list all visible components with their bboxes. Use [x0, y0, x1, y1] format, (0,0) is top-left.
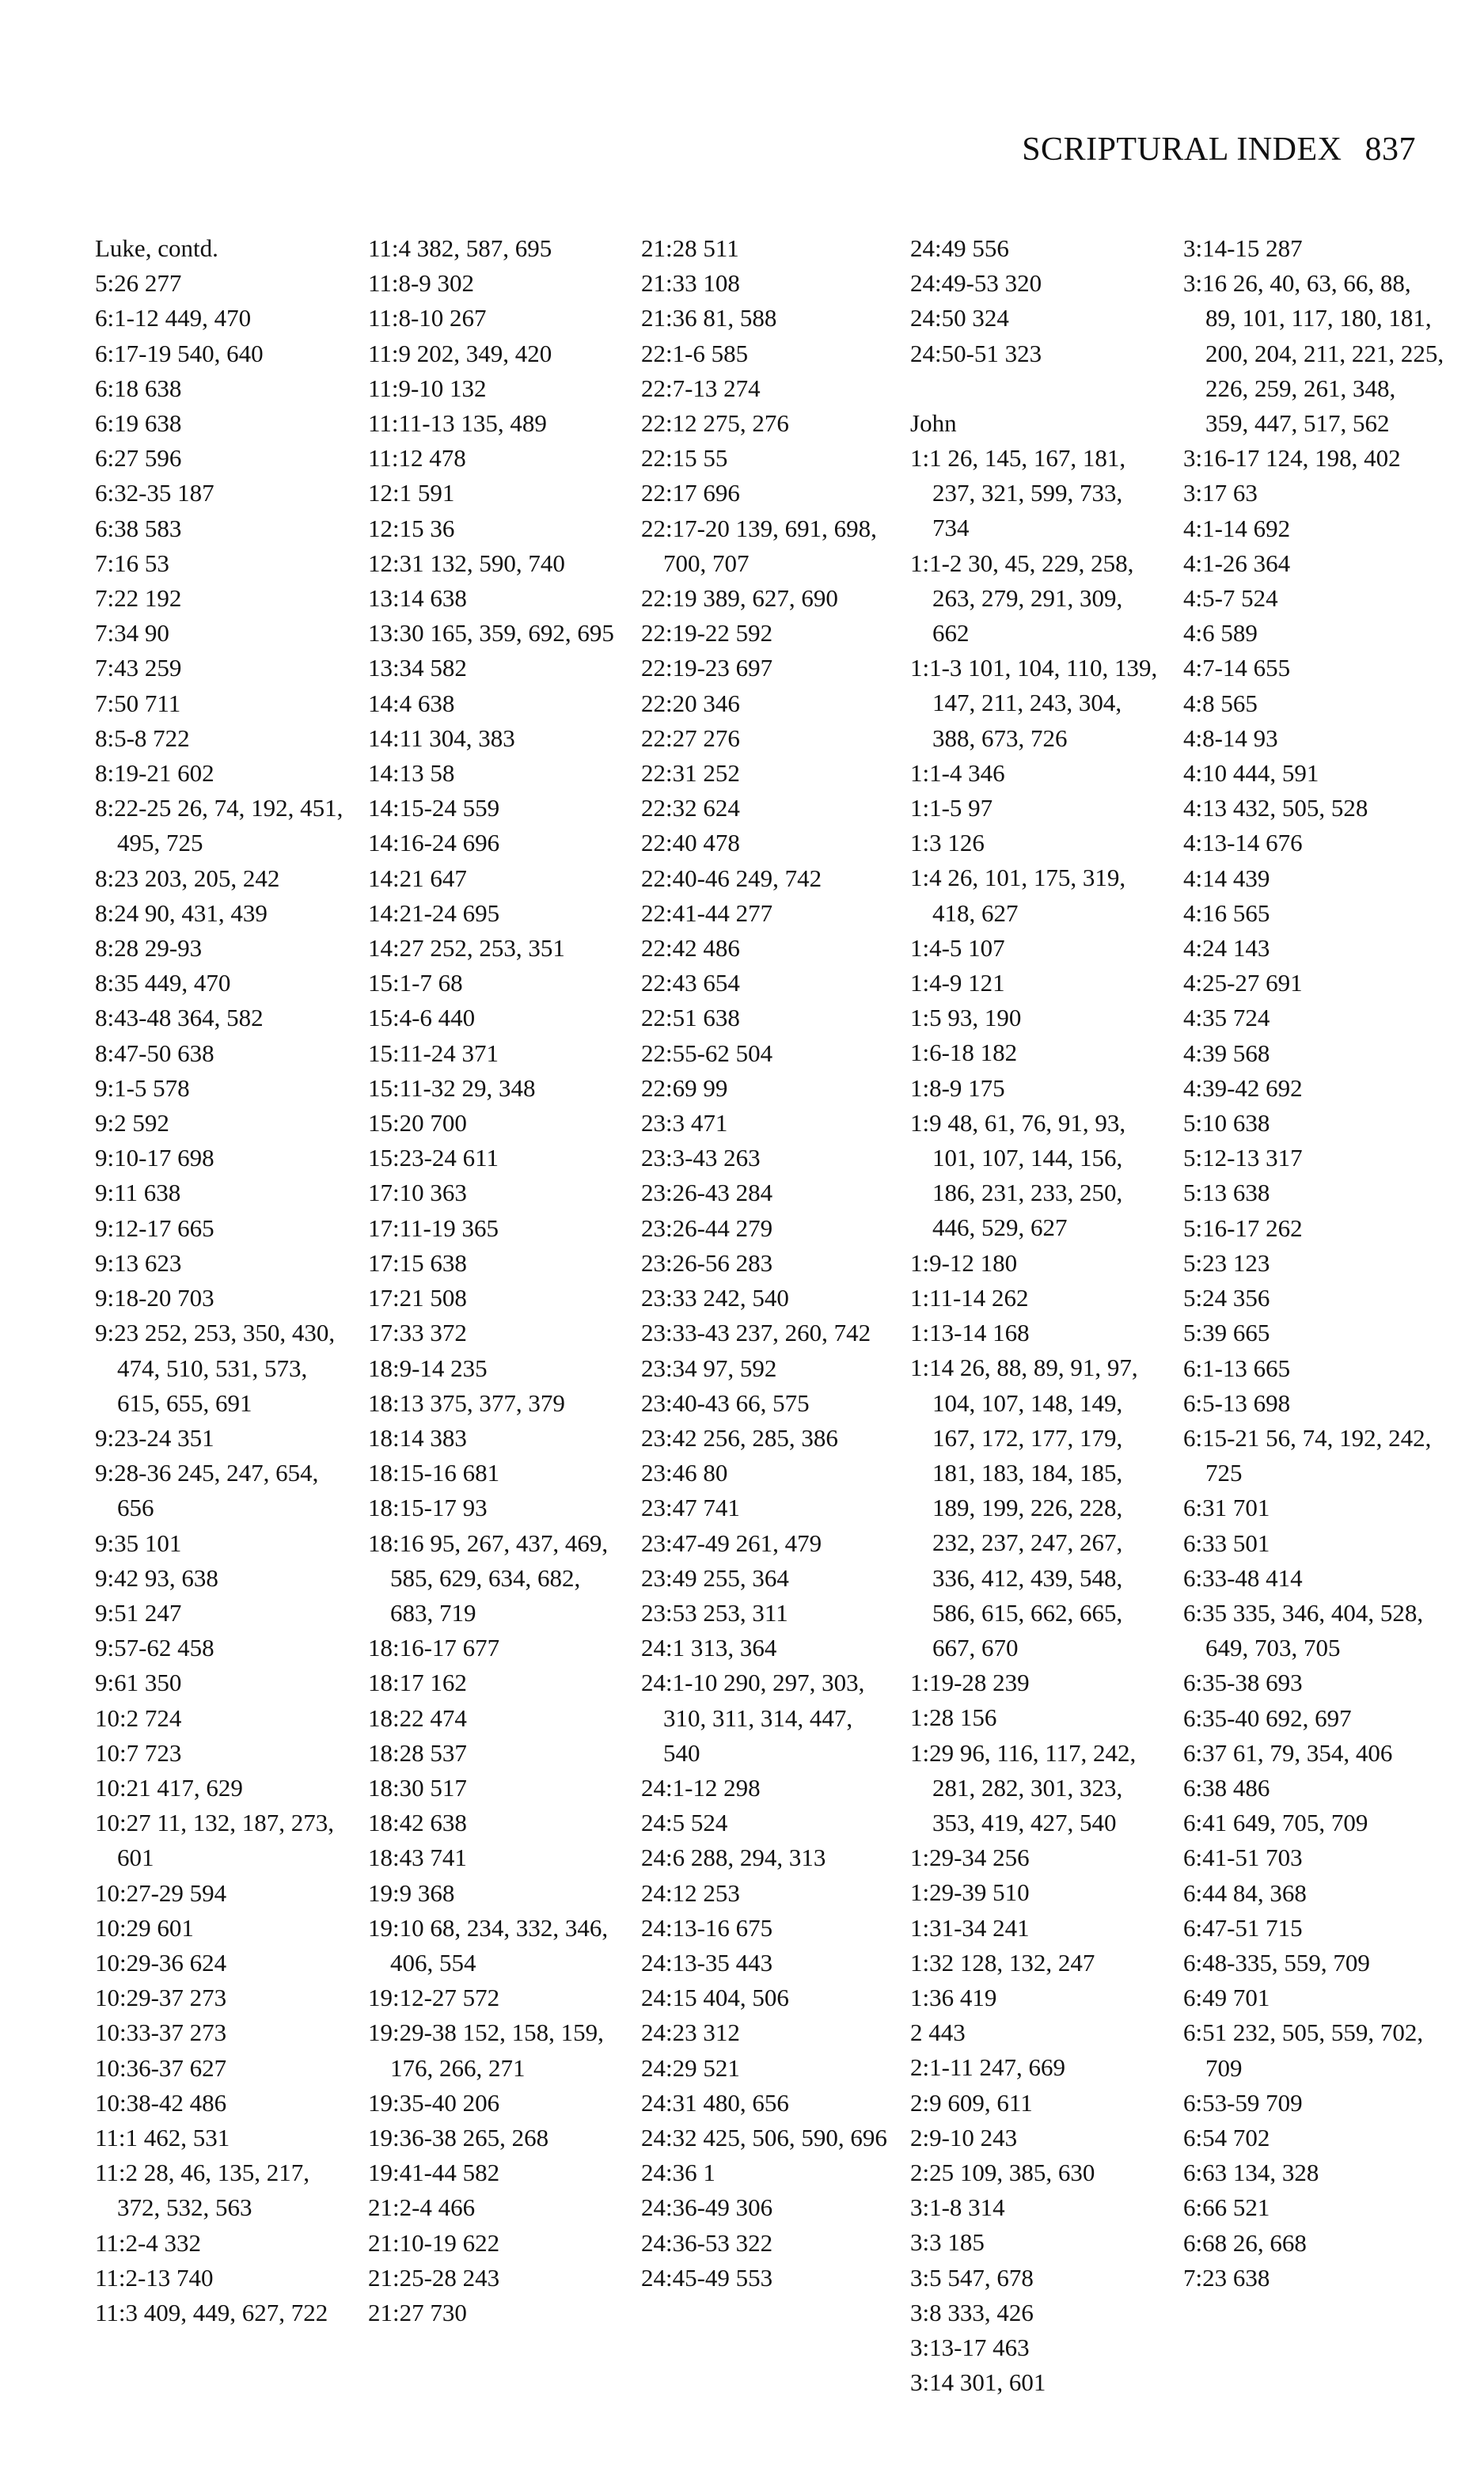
index-entry: 24:45-49 553 — [641, 2263, 773, 2292]
index-entry: 9:42 93, 638 — [95, 1563, 218, 1592]
index-entry: 11:3 409, 449, 627, 722 — [95, 2298, 328, 2326]
index-entry: 3:13-17 463 — [910, 2333, 1030, 2361]
index-entry: 24:36 1 — [641, 2159, 715, 2187]
index-entry: 2 443 — [910, 2018, 966, 2047]
index-entry: 9:23-24 351 — [95, 1423, 214, 1452]
index-entry: 3:1-8 314 — [910, 2193, 1005, 2222]
index-entry: 1:1-3 101, 104, 110, 139, 147, 211, 243, 304, 388, 673, 726 — [910, 654, 1158, 752]
index-entry: 22:55-62 504 — [641, 1039, 773, 1067]
index-entry: 8:19-21 602 — [95, 759, 214, 788]
index-entry: 1:29-34 256 — [910, 1844, 1030, 1872]
index-entry: 1:9 48, 61, 76, 91, 93, 101, 107, 144, 156, 186, 231, 233, 250, 446, 529, 627 — [910, 1108, 1126, 1242]
index-entry: 6:38 486 — [1183, 1773, 1270, 1802]
index-entry: 18:28 537 — [368, 1738, 467, 1767]
index-entry: 22:17-20 139, 691, 698, 700, 707 — [641, 514, 877, 577]
index-entry: 6:53-59 709 — [1183, 2088, 1303, 2117]
index-entry: 6:63 134, 328 — [1183, 2159, 1319, 2187]
index-entry: 9:51 247 — [95, 1598, 182, 1627]
index-entry: 9:2 592 — [95, 1109, 169, 1137]
index-entry: 24:13-16 675 — [641, 1913, 773, 1942]
index-entry: 6:37 61, 79, 354, 406 — [1183, 1738, 1393, 1767]
index-entry: 1:1 26, 145, 167, 181, 237, 321, 599, 733, 734 — [910, 444, 1126, 542]
index-entry: 3:8 333, 426 — [910, 2298, 1034, 2326]
index-entry: 1:9-12 180 — [910, 1248, 1018, 1277]
index-entry: 7:22 192 — [95, 584, 182, 613]
index-entry: 9:13 623 — [95, 1248, 182, 1277]
index-entry: 23:34 97, 592 — [641, 1354, 777, 1382]
index-entry: 18:43 741 — [368, 1844, 467, 1872]
index-entry: 18:17 162 — [368, 1669, 467, 1697]
index-entry: 1:36 419 — [910, 1983, 997, 2011]
index-entry: 6:1-12 449, 470 — [95, 304, 252, 332]
index-entry: 19:29-38 152, 158, 159, 176, 266, 271 — [368, 2018, 604, 2082]
index-entry: 17:15 638 — [368, 1248, 467, 1277]
index-entry: 6:27 596 — [95, 444, 182, 473]
index-entry: 3:14 301, 601 — [910, 2368, 1046, 2397]
index-entry: 11:11-13 135, 489 — [368, 409, 547, 438]
index-entry: 1:4 26, 101, 175, 319, 418, 627 — [910, 864, 1126, 927]
index-entry: 1:29-39 510 — [910, 1878, 1030, 1907]
index-entry: 6:19 638 — [95, 409, 182, 438]
index-entry: 9:57-62 458 — [95, 1634, 214, 1662]
index-entry: 24:50 324 — [910, 304, 1009, 332]
index-entry: 8:43-48 364, 582 — [95, 1004, 264, 1032]
index-entry: 5:10 638 — [1183, 1109, 1270, 1137]
index-entry: 14:27 252, 253, 351 — [368, 934, 565, 963]
index-entry: 24:29 521 — [641, 2053, 740, 2082]
index-entry: 23:47-49 261, 479 — [641, 1529, 822, 1557]
index-entry: 24:13-35 443 — [641, 1948, 773, 1977]
index-entry: 6:41-51 703 — [1183, 1844, 1303, 1872]
index-column-5 — [1183, 231, 1444, 2296]
index-entry: 6:35 335, 346, 404, 528, 649, 703, 705 — [1183, 1598, 1424, 1662]
index-entry: 10:38-42 486 — [95, 2088, 227, 2117]
index-entry: 6:1-13 665 — [1183, 1354, 1291, 1382]
index-entry: 23:3-43 263 — [641, 1144, 761, 1172]
index-entry: 8:35 449, 470 — [95, 969, 231, 997]
index-entry: 12:1 591 — [368, 479, 455, 507]
index-entry: 15:11-24 371 — [368, 1039, 499, 1067]
index-entry: 14:13 58 — [368, 759, 455, 788]
index-entry: 1:14 26, 88, 89, 91, 97, 104, 107, 148, 149, 167, 172, 177, 179, 181, 183, 184, 185, 189, 199, 226, 228, 232, 237, 247, 267, 336, 412, 439, 548, 586, 615, 662, 665, 667, 670 — [910, 1354, 1138, 1661]
index-entry: 22:12 275, 276 — [641, 409, 789, 438]
index-entry: 24:50-51 323 — [910, 339, 1042, 367]
index-entry: 6:35-40 692, 697 — [1183, 1703, 1352, 1732]
index-entry: 24:49 556 — [910, 234, 1009, 262]
index-entry: 11:2-13 740 — [95, 2263, 214, 2292]
index-entry: 23:26-44 279 — [641, 1213, 773, 1242]
index-entry: 24:31 480, 656 — [641, 2088, 789, 2117]
index-entry: 19:35-40 206 — [368, 2088, 500, 2117]
index-entry: 8:47-50 638 — [95, 1039, 214, 1067]
index-entry: 5:12-13 317 — [1183, 1144, 1303, 1172]
index-entry: 1:13-14 168 — [910, 1319, 1030, 1347]
index-entry: 22:32 624 — [641, 794, 740, 822]
index-entry: 13:30 165, 359, 692, 695 — [368, 619, 614, 647]
index-entry: 23:49 255, 364 — [641, 1563, 789, 1592]
index-entry: 17:21 508 — [368, 1284, 467, 1312]
index-entry: 11:2-4 332 — [95, 2228, 202, 2257]
index-entry: 22:27 276 — [641, 723, 740, 752]
index-entry: 9:1-5 578 — [95, 1073, 190, 1102]
index-entry: 18:15-16 681 — [368, 1459, 500, 1487]
index-entry: 22:7-13 274 — [641, 374, 761, 402]
index-entry: 4:1-14 692 — [1183, 514, 1291, 542]
index-entry: 21:28 511 — [641, 234, 739, 262]
index-entry: 3:5 547, 678 — [910, 2263, 1034, 2292]
index-entry: 2:25 109, 385, 630 — [910, 2158, 1095, 2186]
book-heading: John — [910, 408, 957, 437]
index-entry: 8:22-25 26, 74, 192, 451, 495, 725 — [95, 794, 343, 857]
index-entry: 24:15 404, 506 — [641, 1984, 789, 2012]
index-entry: 9:61 350 — [95, 1669, 182, 1697]
index-entry: 4:35 724 — [1183, 1004, 1270, 1032]
index-entry: 22:17 696 — [641, 479, 740, 507]
running-header — [1008, 131, 1416, 169]
index-entry: 23:42 256, 285, 386 — [641, 1423, 838, 1452]
index-entry: 10:27 11, 132, 187, 273, 601 — [95, 1809, 334, 1872]
index-entry: 6:66 521 — [1183, 2193, 1270, 2222]
index-entry: 22:42 486 — [641, 934, 740, 963]
index-entry: 3:17 63 — [1183, 479, 1258, 507]
index-entry: 3:3 185 — [910, 2228, 985, 2257]
index-entry: 1:29 96, 116, 117, 242, 281, 282, 301, 323, 353, 419, 427, 540 — [910, 1738, 1137, 1836]
index-entry: 24:49-53 320 — [910, 269, 1042, 298]
index-entry: 11:9 202, 349, 420 — [368, 339, 552, 367]
index-entry: 22:40 478 — [641, 829, 740, 857]
index-entry: 9:28-36 245, 247, 654, 656 — [95, 1459, 319, 1522]
index-entry: 7:16 53 — [95, 549, 169, 577]
index-entry: 9:11 638 — [95, 1179, 181, 1207]
index-entry: 13:34 582 — [368, 654, 467, 682]
index-entry: 22:20 346 — [641, 689, 740, 717]
index-entry: 9:12-17 665 — [95, 1213, 214, 1242]
index-entry: 14:15-24 559 — [368, 794, 500, 822]
index-entry: 23:46 80 — [641, 1459, 728, 1487]
index-entry: 11:9-10 132 — [368, 374, 487, 402]
index-entry: 7:43 259 — [95, 654, 182, 682]
index-entry: 10:2 724 — [95, 1703, 182, 1732]
index-entry: 1:4-5 107 — [910, 933, 1005, 962]
index-entry: 6:31 701 — [1183, 1494, 1270, 1522]
index-entry: 1:31-34 241 — [910, 1913, 1030, 1942]
index-entry: 18:30 517 — [368, 1773, 467, 1802]
index-entry: 1:19-28 239 — [910, 1669, 1030, 1697]
index-entry: 5:23 123 — [1183, 1248, 1270, 1277]
index-entry: 4:7-14 655 — [1183, 654, 1291, 682]
index-entry: 10:29-36 624 — [95, 1948, 227, 1977]
index-entry: 18:9-14 235 — [368, 1354, 488, 1382]
index-entry: 24:12 253 — [641, 1878, 740, 1907]
index-entry: 22:31 252 — [641, 759, 740, 788]
index-entry: 1:6-18 182 — [910, 1039, 1018, 1067]
index-entry: 19:41-44 582 — [368, 2159, 500, 2187]
index-entry: 6:68 26, 668 — [1183, 2228, 1307, 2257]
index-entry: 1:1-5 97 — [910, 794, 993, 822]
index-entry: 9:18-20 703 — [95, 1284, 214, 1312]
index-entry: 13:14 638 — [368, 584, 467, 613]
index-entry: 14:11 304, 383 — [368, 723, 515, 752]
index-entry: 19:10 68, 234, 332, 346, 406, 554 — [368, 1913, 609, 1977]
index-entry: 18:16-17 677 — [368, 1634, 500, 1662]
index-entry: 19:36-38 265, 268 — [368, 2123, 549, 2151]
index-entry: 6:38 583 — [95, 514, 182, 542]
index-entry: 1:5 93, 190 — [910, 1004, 1022, 1032]
index-entry: 4:16 565 — [1183, 898, 1270, 927]
index-entry: 22:19 389, 627, 690 — [641, 584, 838, 613]
index-entry: 9:35 101 — [95, 1529, 182, 1557]
index-entry: 1:32 128, 132, 247 — [910, 1948, 1095, 1977]
index-entry: 8:23 203, 205, 242 — [95, 864, 280, 892]
index-entry: 22:19-22 592 — [641, 619, 773, 647]
index-title: SCRIPTURAL INDEX — [1022, 131, 1342, 168]
index-entry: 8:5-8 722 — [95, 723, 190, 752]
index-entry: 7:23 638 — [1183, 2263, 1270, 2292]
index-entry: 4:39-42 692 — [1183, 1073, 1303, 1102]
index-entry: 15:1-7 68 — [368, 969, 463, 997]
index-entry: 10:7 723 — [95, 1738, 182, 1767]
index-entry: 6:17-19 540, 640 — [95, 339, 264, 367]
index-entry: 2:9 609, 611 — [910, 2088, 1033, 2117]
index-entry: 4:39 568 — [1183, 1039, 1270, 1067]
index-entry: 6:51 232, 505, 559, 702, 709 — [1183, 2018, 1424, 2082]
index-entry: 14:4 638 — [368, 689, 455, 717]
index-entry: 18:13 375, 377, 379 — [368, 1388, 565, 1417]
index-entry: 24:23 312 — [641, 2018, 740, 2047]
index-entry: 14:16-24 696 — [368, 829, 500, 857]
index-entry: 11:8-10 267 — [368, 304, 487, 332]
entry-list — [641, 231, 894, 2296]
book-heading: Luke, contd. — [95, 234, 218, 262]
index-entry: 6:48-335, 559, 709 — [1183, 1948, 1370, 1977]
index-entry: 18:16 95, 267, 437, 469, 585, 629, 634, 682, 683, 719 — [368, 1529, 609, 1627]
index-entry: 23:33 242, 540 — [641, 1284, 789, 1312]
index-entry: 21:2-4 466 — [368, 2193, 476, 2222]
index-entry: 11:4 382, 587, 695 — [368, 234, 552, 262]
index-entry: 4:25-27 691 — [1183, 969, 1303, 997]
index-entry: 4:6 589 — [1183, 619, 1258, 647]
entry-list — [1183, 231, 1444, 2296]
index-entry: 10:21 417, 629 — [95, 1773, 243, 1802]
index-entry: 15:11-32 29, 348 — [368, 1073, 536, 1102]
index-entry: 4:1-26 364 — [1183, 549, 1291, 577]
index-entry: 2:9-10 243 — [910, 2123, 1018, 2151]
index-entry: 10:33-37 273 — [95, 2018, 227, 2047]
index-entry: 6:49 701 — [1183, 1984, 1270, 2012]
index-entry: 6:44 84, 368 — [1183, 1878, 1307, 1907]
index-column-2 — [368, 231, 621, 2330]
index-entry: 24:36-49 306 — [641, 2193, 773, 2222]
index-entry: 3:16-17 124, 198, 402 — [1183, 444, 1401, 473]
index-entry: 23:47 741 — [641, 1494, 740, 1522]
index-column-3 — [641, 231, 894, 2296]
index-entry: 4:5-7 524 — [1183, 584, 1278, 613]
index-entry: 17:10 363 — [368, 1179, 467, 1207]
index-entry: 12:31 132, 590, 740 — [368, 549, 565, 577]
index-entry: 4:24 143 — [1183, 934, 1270, 963]
index-entry: 23:40-43 66, 575 — [641, 1388, 810, 1417]
index-entry: 10:29-37 273 — [95, 1984, 227, 2012]
index-entry: 5:13 638 — [1183, 1179, 1270, 1207]
index-entry: 6:18 638 — [95, 374, 182, 402]
index-entry: 11:12 478 — [368, 444, 466, 473]
index-entry: 21:36 81, 588 — [641, 304, 777, 332]
index-entry: 8:24 90, 431, 439 — [95, 898, 268, 927]
index-entry: 3:14-15 287 — [1183, 234, 1303, 262]
index-entry: 9:10-17 698 — [95, 1144, 214, 1172]
index-entry: 22:15 55 — [641, 444, 728, 473]
entry-list — [368, 231, 621, 2330]
index-entry: 5:24 356 — [1183, 1284, 1270, 1312]
index-entry: 24:1-12 298 — [641, 1773, 761, 1802]
index-entry: 22:19-23 697 — [641, 654, 773, 682]
index-entry: 6:5-13 698 — [1183, 1388, 1291, 1417]
index-column-4 — [910, 231, 1163, 2400]
index-entry: 4:13-14 676 — [1183, 829, 1303, 857]
index-entry: 6:33 501 — [1183, 1529, 1270, 1557]
index-entry: 23:26-43 284 — [641, 1179, 773, 1207]
index-entry: 8:28 29-93 — [95, 934, 203, 963]
index-entry: 14:21-24 695 — [368, 898, 500, 927]
index-entry: 1:11-14 262 — [910, 1283, 1029, 1312]
index-entry: 6:15-21 56, 74, 192, 242, 725 — [1183, 1423, 1432, 1487]
index-entry: 11:8-9 302 — [368, 269, 475, 298]
index-entry: 6:47-51 715 — [1183, 1913, 1303, 1942]
index-entry: 4:10 444, 591 — [1183, 759, 1319, 788]
index-entry: 21:25-28 243 — [368, 2263, 500, 2292]
index-entry: 19:12-27 572 — [368, 1984, 500, 2012]
index-entry: 24:5 524 — [641, 1809, 728, 1837]
index-entry: 18:15-17 93 — [368, 1494, 488, 1522]
entry-list — [910, 231, 1163, 371]
index-entry: 11:2 28, 46, 135, 217, 372, 532, 563 — [95, 2159, 309, 2222]
index-entry: 24:32 425, 506, 590, 696 — [641, 2123, 887, 2151]
index-entry: 10:36-37 627 — [95, 2053, 227, 2082]
index-entry: 19:9 368 — [368, 1878, 455, 1907]
entry-list — [95, 266, 348, 2330]
index-entry: 10:29 601 — [95, 1913, 194, 1942]
index-entry: 7:34 90 — [95, 619, 169, 647]
index-entry: 23:33-43 237, 260, 742 — [641, 1319, 871, 1347]
index-entry: 4:8 565 — [1183, 689, 1258, 717]
index-entry: 6:35-38 693 — [1183, 1669, 1303, 1697]
index-entry: 6:54 702 — [1183, 2123, 1270, 2151]
index-entry: 22:43 654 — [641, 969, 740, 997]
index-entry: 15:23-24 611 — [368, 1144, 499, 1172]
index-entry: 22:1-6 585 — [641, 339, 749, 367]
index-entry: 23:53 253, 311 — [641, 1598, 788, 1627]
index-entry: 22:51 638 — [641, 1004, 740, 1032]
index-entry: 24:36-53 322 — [641, 2228, 773, 2257]
index-entry: 17:11-19 365 — [368, 1213, 499, 1242]
index-entry: 6:41 649, 705, 709 — [1183, 1809, 1368, 1837]
page-number: 837 — [1364, 131, 1416, 168]
index-entry: 22:40-46 249, 742 — [641, 864, 822, 892]
index-entry: 1:3 126 — [910, 829, 985, 857]
index-entry: 1:1-4 346 — [910, 758, 1005, 787]
index-entry: 21:27 730 — [368, 2298, 467, 2326]
index-entry: 15:20 700 — [368, 1109, 467, 1137]
entry-list — [910, 441, 1163, 2400]
index-entry: 22:69 99 — [641, 1073, 728, 1102]
index-entry: 4:13 432, 505, 528 — [1183, 794, 1368, 822]
index-entry: 24:6 288, 294, 313 — [641, 1844, 826, 1872]
index-entry: 1:28 156 — [910, 1703, 997, 1732]
index-entry: 11:1 462, 531 — [95, 2123, 230, 2151]
index-entry: 18:42 638 — [368, 1809, 467, 1837]
index-entry: 2:1-11 247, 669 — [910, 2053, 1066, 2082]
index-entry: 24:1-10 290, 297, 303, 310, 311, 314, 447, 540 — [641, 1669, 865, 1767]
index-entry: 9:23 252, 253, 350, 430, 474, 510, 531, 573, 615, 655, 691 — [95, 1319, 336, 1417]
index-column-1 — [95, 231, 348, 2330]
index-entry: 1:1-2 30, 45, 229, 258, 263, 279, 291, 309, 662 — [910, 549, 1134, 647]
index-entry: 5:16-17 262 — [1183, 1213, 1303, 1242]
index-entry: 10:27-29 594 — [95, 1878, 227, 1907]
index-entry: 18:14 383 — [368, 1423, 467, 1452]
index-entry: 21:33 108 — [641, 269, 740, 298]
index-entry: 14:21 647 — [368, 864, 467, 892]
index-entry: 1:8-9 175 — [910, 1073, 1005, 1102]
index-entry: 24:1 313, 364 — [641, 1634, 777, 1662]
index-entry: 5:39 665 — [1183, 1319, 1270, 1347]
index-entry: 1:4-9 121 — [910, 969, 1005, 997]
index-entry: 23:26-56 283 — [641, 1248, 773, 1277]
index-entry: 12:15 36 — [368, 514, 455, 542]
index-entry: 7:50 711 — [95, 689, 181, 717]
index-entry: 23:3 471 — [641, 1109, 728, 1137]
index-entry: 17:33 372 — [368, 1319, 467, 1347]
index-entry: 6:32-35 187 — [95, 479, 214, 507]
index-entry: 15:4-6 440 — [368, 1004, 476, 1032]
index-entry: 4:14 439 — [1183, 864, 1270, 892]
index-entry: 4:8-14 93 — [1183, 723, 1278, 752]
index-entry: 22:41-44 277 — [641, 898, 773, 927]
index-entry: 6:33-48 414 — [1183, 1563, 1303, 1592]
index-entry: 21:10-19 622 — [368, 2228, 500, 2257]
index-entry: 3:16 26, 40, 63, 66, 88, 89, 101, 117, 180, 181, 200, 204, 211, 221, 225, 226, 259, 261, 348, 359, 447, 517, 562 — [1183, 269, 1444, 438]
index-entry: 18:22 474 — [368, 1703, 467, 1732]
index-entry: 5:26 277 — [95, 269, 182, 298]
